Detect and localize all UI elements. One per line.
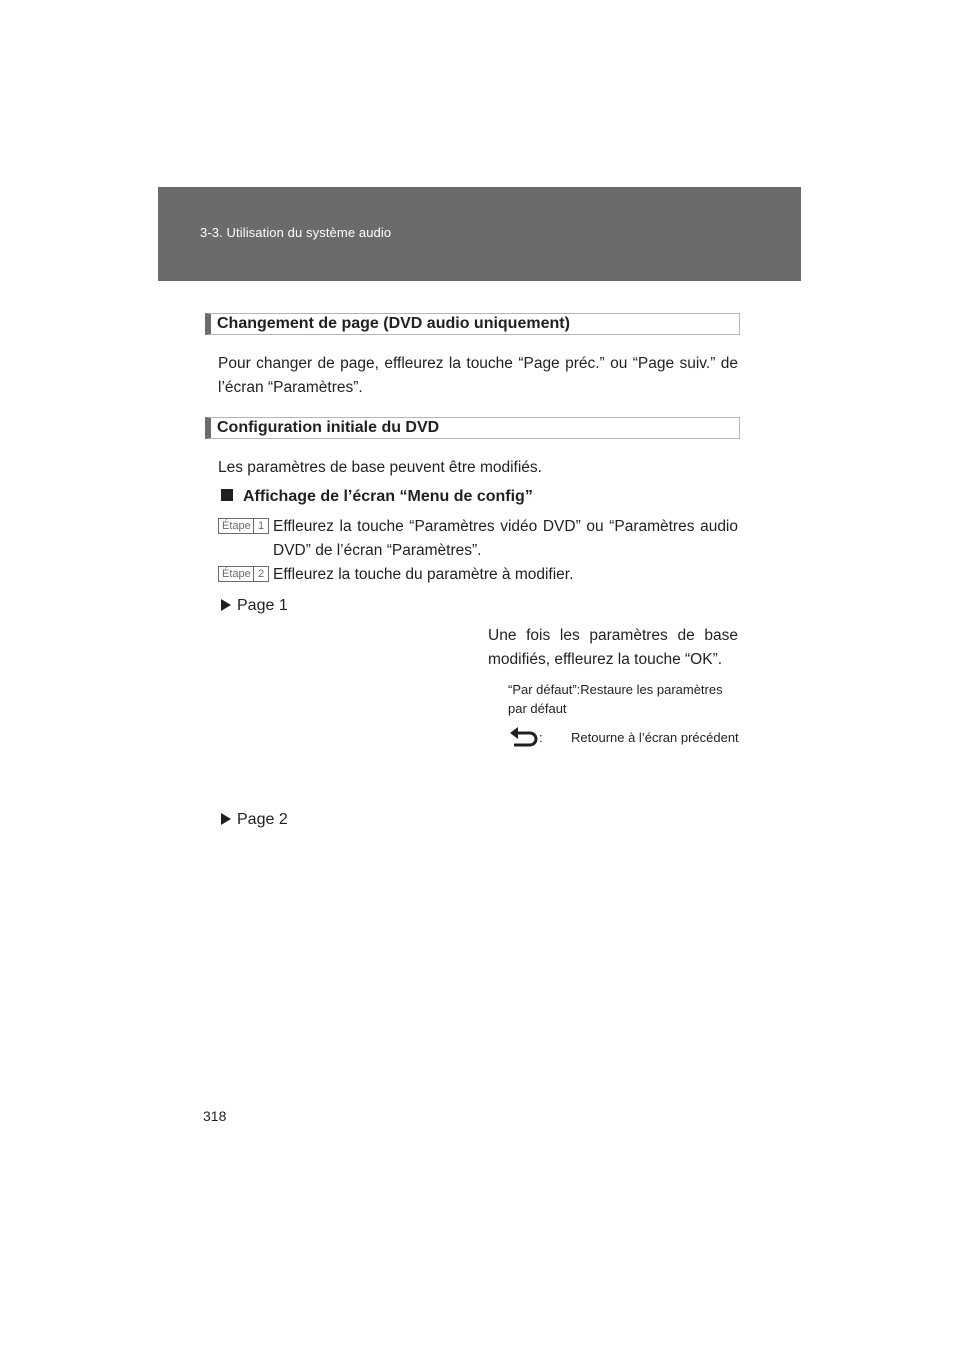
page-label-text: Page 1: [237, 597, 288, 614]
section-heading-dvd-setup: [205, 417, 740, 439]
section-title: Changement de page (DVD audio uniquement): [217, 315, 570, 332]
subheading-config-menu: [221, 488, 533, 506]
back-arrow-icon: [508, 727, 540, 749]
header-band: [158, 187, 801, 281]
square-bullet-icon: [221, 489, 233, 501]
page-number: 318: [203, 1108, 227, 1124]
step-number: 2: [253, 567, 268, 581]
subheading-text: Affichage de l’écran “Menu de config”: [243, 488, 533, 505]
chapter-title: 3-3. Utilisation du système audio: [200, 225, 392, 240]
ok-note: Une fois les paramètres de base modifiés, effleurez la touche “OK”.: [488, 627, 738, 668]
triangle-right-icon: [221, 813, 231, 825]
step-badge-2: [218, 566, 269, 582]
step-1-text: Effleurez la touche “Paramètres vidéo DVD” ou “Paramètres audio DVD” de l’écran “Paramètres”.: [273, 518, 738, 559]
page-2-label: [221, 811, 288, 829]
back-description: Retourne à l’écran précédent: [571, 730, 739, 745]
default-text: Restaure les paramètres par défaut: [508, 682, 723, 716]
page-change-text: Pour changer de page, effleurez la touche “Page préc.” ou “Page suiv.” de l’écran “Paramètres”.: [218, 355, 738, 396]
section-title: Configuration initiale du DVD: [217, 419, 440, 436]
triangle-right-icon: [221, 599, 231, 611]
default-label: “Par défaut”:: [508, 682, 581, 697]
step-number: 1: [253, 519, 268, 533]
step-badge-1: [218, 518, 269, 534]
default-description: [508, 680, 740, 718]
page-label-text: Page 2: [237, 811, 288, 828]
setup-intro: Les paramètres de base peuvent être modifiés.: [218, 459, 542, 476]
section-heading-page-change: [205, 313, 740, 335]
step-word: Étape: [222, 520, 251, 532]
step-2-text: Effleurez la touche du paramètre à modifier.: [273, 566, 574, 583]
back-separator: :: [539, 730, 543, 745]
step-word: Étape: [222, 568, 251, 580]
page-1-label: [221, 597, 288, 615]
